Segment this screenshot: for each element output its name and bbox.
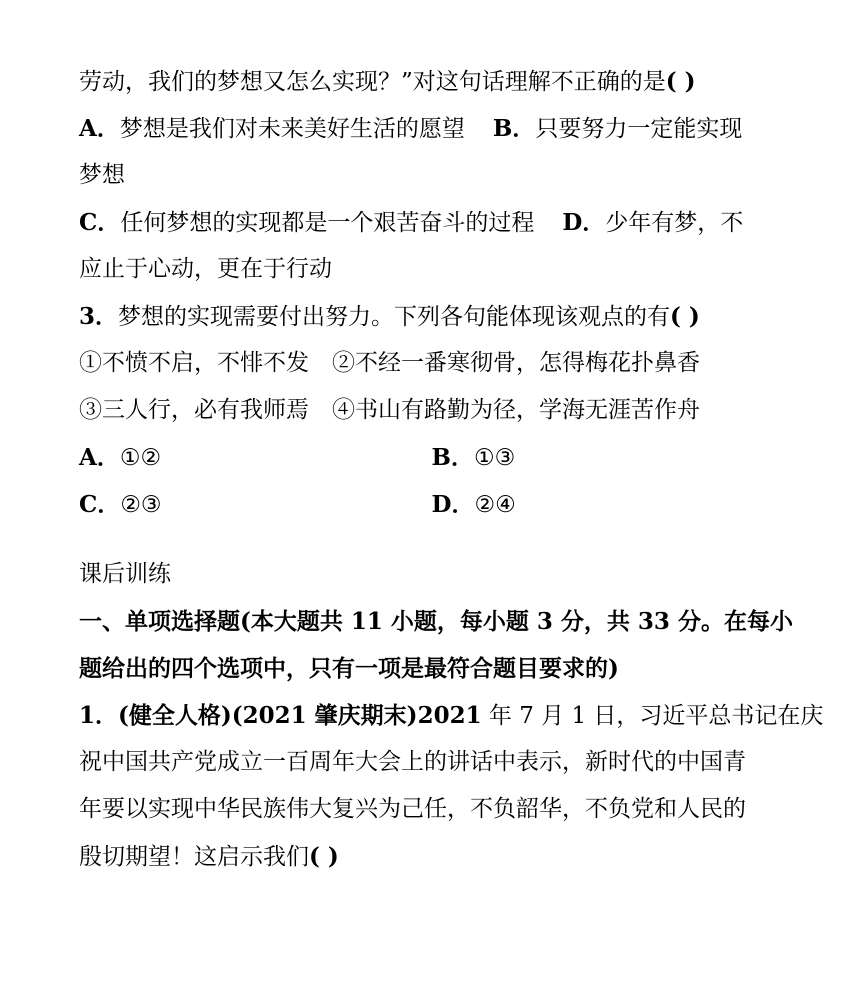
q3-number: 3． bbox=[79, 303, 119, 330]
q3-option-c bbox=[79, 481, 432, 528]
section-title-text-1: 一、单项选择题(本大题共 11 小题，每小题 3 分，共 33 分。在每小 bbox=[79, 608, 793, 635]
q2-option-b-wrap-line bbox=[79, 152, 784, 199]
q2-option-a-label: A． bbox=[79, 115, 120, 142]
q2-option-a-text: 梦想是我们对未来美好生活的愿望 bbox=[119, 116, 465, 142]
q2-option-d-label: D． bbox=[562, 209, 606, 236]
q3-option-d-text: ②④ bbox=[474, 492, 516, 518]
q3-options-ab-line bbox=[79, 434, 784, 481]
q2-options-cd-line bbox=[79, 199, 784, 246]
hw-q1-line-4 bbox=[79, 833, 784, 880]
q3-option-a-text: ①② bbox=[119, 445, 162, 471]
hw-q1-text-1: 年 7 月 1 日，习近平总书记在庆 bbox=[481, 703, 824, 729]
hw-q1-text-2: 祝中国共产党成立一百周年大会上的讲话中表示，新时代的中国青 bbox=[79, 749, 746, 775]
q2-option-b-text: 只要努力一定能实现 bbox=[535, 116, 743, 142]
hw-q1-line-3 bbox=[79, 786, 784, 833]
q2-option-c-label: C． bbox=[79, 209, 121, 236]
q3-option-d bbox=[432, 481, 785, 528]
q3-items-line-1 bbox=[79, 340, 784, 387]
q3-option-c-label: C． bbox=[79, 491, 121, 518]
q3-stem-text: 梦想的实现需要付出努力。下列各句能体现该观点的有 bbox=[118, 304, 671, 330]
q2-option-c-text: 任何梦想的实现都是一个艰苦奋斗的过程 bbox=[120, 210, 535, 236]
hw-q1-text-3: 年要以实现中华民族伟大复兴为己任，不负韶华，不负党和人民的 bbox=[79, 796, 746, 822]
q3-option-b-label: B． bbox=[431, 444, 474, 471]
hw-q1-answer-paren: ( ) bbox=[309, 843, 339, 870]
q2-option-b-label: B． bbox=[492, 115, 536, 142]
document-page bbox=[79, 58, 824, 880]
section-gap bbox=[79, 528, 784, 551]
q3-option-b-text: ①③ bbox=[473, 445, 516, 471]
q3-option-a bbox=[79, 434, 432, 481]
hw-q1-line-2 bbox=[79, 739, 784, 786]
q3-option-d-label: D． bbox=[431, 491, 475, 518]
hw-q1-text-4: 殷切期望！这启示我们 bbox=[79, 844, 309, 870]
hw-q1-number: 1． bbox=[79, 702, 119, 729]
q2-options-ab-line bbox=[79, 105, 784, 152]
q2-option-d-wrap-line bbox=[79, 246, 784, 293]
q3-option-c-text: ②③ bbox=[120, 492, 162, 518]
q2-option-d-text: 少年有梦，不 bbox=[605, 210, 744, 236]
homework-heading bbox=[79, 551, 784, 598]
hw-q1-tag: (健全人格)(2021 肇庆期末)2021 bbox=[118, 702, 482, 729]
section-title-line-1 bbox=[79, 598, 793, 645]
section-title-text-2: 题给出的四个选项中，只有一项是最符合题目要求的) bbox=[79, 655, 619, 682]
q2-stem-line bbox=[79, 58, 784, 105]
q3-option-a-label: A． bbox=[79, 444, 120, 471]
q3-items-text-1: ①不愤不启，不悱不发 ②不经一番寒彻骨，怎得梅花扑鼻香 bbox=[79, 350, 700, 376]
q2-answer-paren: ( ) bbox=[665, 68, 696, 95]
section-title-line-2 bbox=[79, 645, 784, 692]
q3-items-line-2 bbox=[79, 387, 784, 434]
q2-option-b-text-cont: 梦想 bbox=[79, 162, 125, 188]
q2-option-d-text-cont: 应止于心动，更在于行动 bbox=[79, 256, 332, 282]
homework-heading-text: 课后训练 bbox=[79, 561, 171, 587]
q2-stem-text: 劳动，我们的梦想又怎么实现？”对这句话理解不正确的是 bbox=[79, 69, 666, 95]
hw-q1-line-1 bbox=[79, 692, 824, 739]
q3-option-b bbox=[432, 434, 785, 481]
q3-answer-paren: ( ) bbox=[670, 303, 700, 330]
q3-items-text-2: ③三人行，必有我师焉 ④书山有路勤为径，学海无涯苦作舟 bbox=[79, 397, 700, 423]
q3-stem-line bbox=[79, 293, 784, 340]
q3-options-cd-line bbox=[79, 481, 784, 528]
